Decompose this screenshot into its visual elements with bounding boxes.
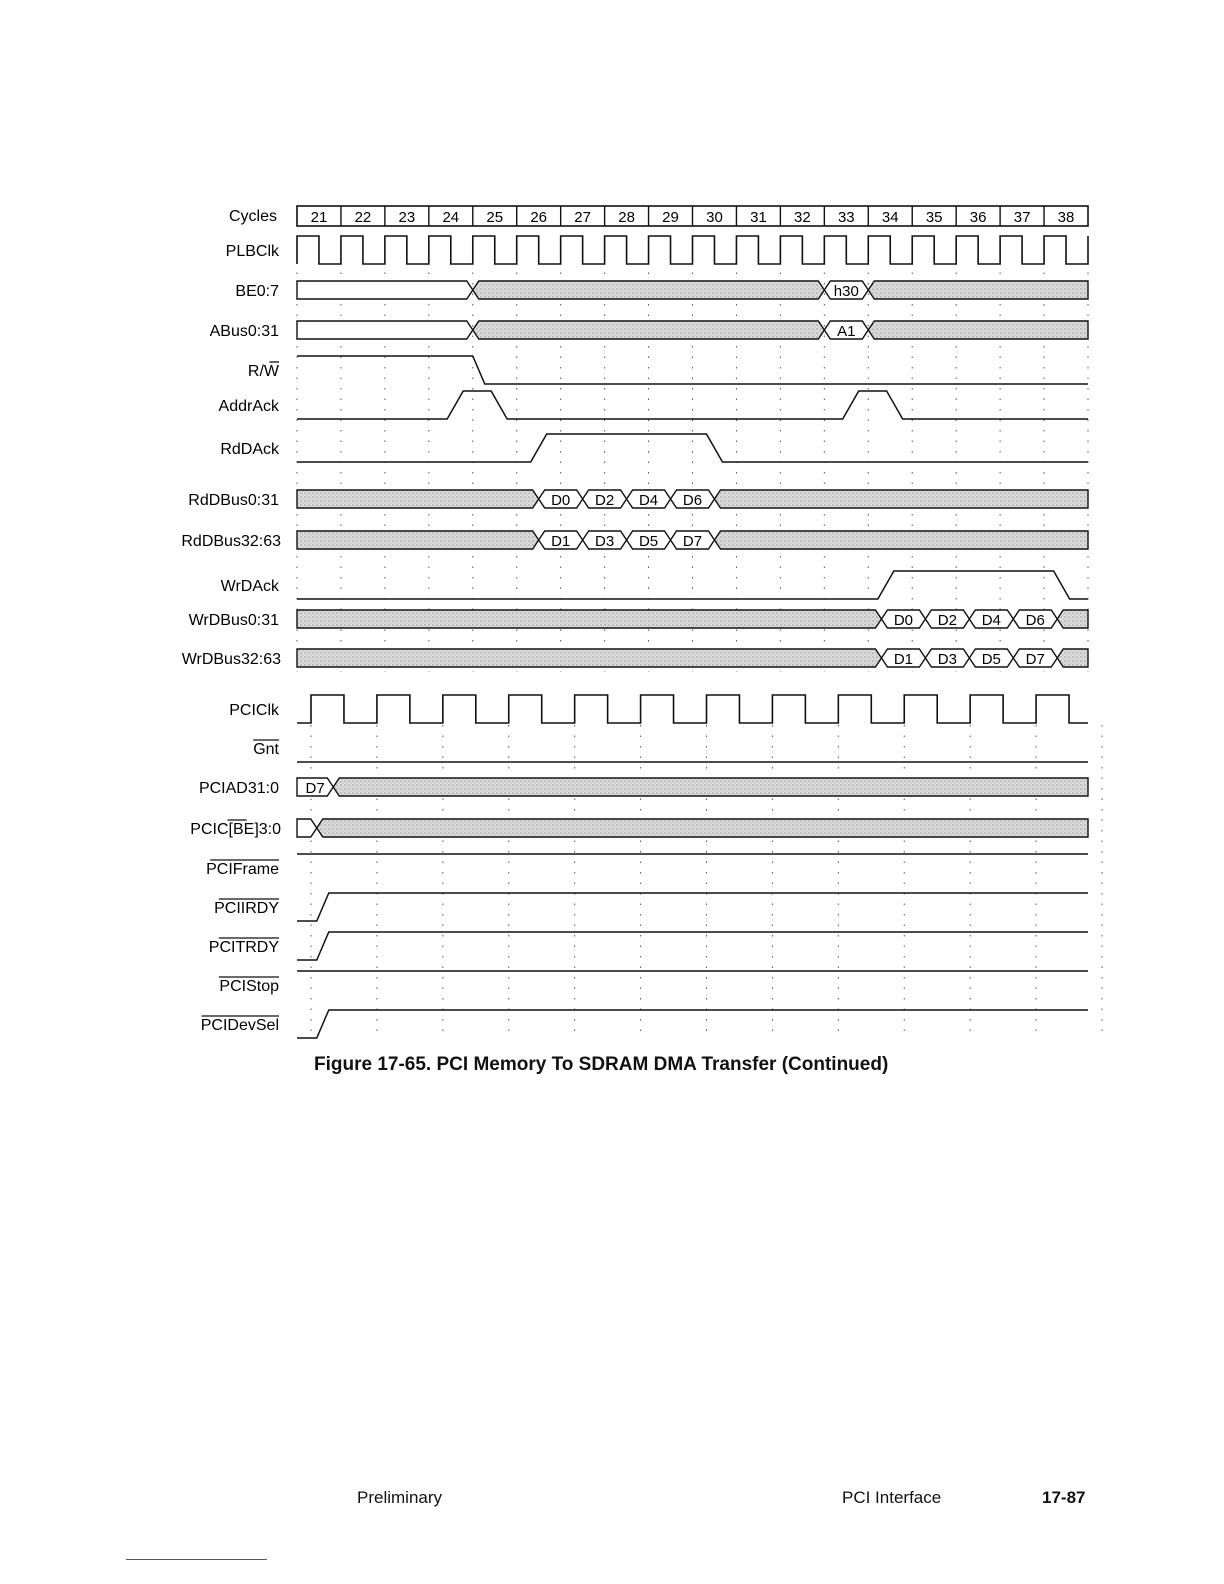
signal-rddbus32-63-value: D1: [551, 533, 571, 550]
cycle-number: 36: [969, 209, 987, 226]
signal-wrdbus0-31-segment: [1057, 610, 1088, 628]
footer-page-number: 17-87: [1042, 1488, 1086, 1507]
signal-wrdbus32-63-value: D5: [981, 651, 1001, 668]
signal-label-pcitrdy: PCITRDY: [208, 939, 279, 956]
signal-pcic-be-3-0-segment: [317, 819, 1088, 837]
signal-wrdbus32-63-value: D3: [937, 651, 957, 668]
signal-label-pcidevsel: PCIDevSel: [200, 1017, 279, 1034]
cycle-number: 33: [837, 209, 855, 226]
cycle-number: 26: [530, 209, 548, 226]
cycle-number: 32: [794, 209, 811, 226]
signal-pcic-be-3-0-segment: [297, 819, 317, 837]
signal-label-pciad31-0: PCIAD31:0: [198, 780, 279, 797]
bottom-rule: [126, 1559, 267, 1560]
signal-rddbus0-31-value: D4: [638, 492, 659, 509]
signal-wrdbus32-63-segment: [297, 649, 881, 667]
signal-wrdbus32-63-segment: [1057, 649, 1088, 667]
signal-wrdbus32-63-value: D1: [893, 651, 914, 668]
signal-wrdbus32-63-value: D7: [1025, 651, 1045, 668]
signal-wrdbus0-31-value: D0: [893, 612, 914, 629]
signal-label-plbclk: PLBClk: [225, 243, 279, 260]
signal-be0-7-value: h30: [833, 283, 859, 300]
signal-label-pciirdy: PCIIRDY: [214, 900, 279, 917]
cycle-number: 35: [925, 209, 943, 226]
signal-rddack: [297, 434, 1088, 462]
signal-label-wrdbus32-63: WrDBus32:63: [181, 651, 281, 668]
signal-pciad31-0-value: D7: [305, 780, 325, 797]
signal-wrdbus0-31-value: D4: [981, 612, 1001, 629]
signal-pciad31-0-segment: [333, 778, 1088, 796]
signal-rddbus0-31-value: D6: [682, 492, 703, 509]
signal-rddbus0-31-value: D0: [551, 492, 571, 509]
signal-label-wrdack: WrDAck: [220, 578, 279, 595]
signal-rddbus0-31-segment: [714, 490, 1088, 508]
figure-caption: Figure 17-65. PCI Memory To SDRAM DMA Transfer (Continued): [314, 1054, 889, 1075]
signal-be0-7-segment: [473, 281, 825, 299]
cycle-number: 30: [706, 209, 723, 226]
signal-label-r-w: R/W: [247, 363, 279, 380]
cycle-number: 21: [310, 209, 328, 226]
signal-wrdack: [297, 571, 1088, 599]
signal-pciirdy: [297, 893, 1088, 921]
cycle-number: 24: [442, 209, 460, 226]
cycle-number: 38: [1057, 209, 1075, 226]
signal-label-addrack: AddrAck: [218, 398, 279, 415]
signal-wrdbus0-31-segment: [297, 610, 881, 628]
signal-rddbus0-31-segment: [297, 490, 539, 508]
signal-plbclk: [297, 236, 1088, 264]
signal-pciclk: [297, 695, 1088, 723]
signal-abus0-31-segment: [297, 321, 473, 339]
signal-rddbus32-63-value: D7: [682, 533, 703, 550]
signal-label-pcistop: PCIStop: [219, 978, 279, 995]
signal-abus0-31-segment: [868, 321, 1088, 339]
cycle-number: 25: [486, 209, 504, 226]
signal-label-be0-7: BE0:7: [235, 283, 279, 300]
signal-rddbus32-63-segment: [714, 531, 1088, 549]
signal-rddbus0-31-value: D2: [595, 492, 615, 509]
footer-status: Preliminary: [357, 1488, 443, 1507]
signal-pcitrdy: [297, 932, 1088, 960]
cycle-number: 34: [881, 209, 899, 226]
signal-r-w: [297, 356, 1088, 384]
signal-label-rddack: RdDAck: [220, 441, 279, 458]
signal-wrdbus0-31-value: D2: [937, 612, 957, 629]
signal-label-pciclk: PCIClk: [229, 702, 279, 719]
cycle-number: 28: [618, 209, 635, 226]
signal-label-abus0-31: ABus0:31: [209, 323, 279, 340]
signal-rddbus32-63-segment: [297, 531, 539, 549]
cycle-number: 31: [750, 209, 767, 226]
signal-label-gnt: Gnt: [253, 741, 279, 758]
signal-wrdbus0-31-value: D6: [1025, 612, 1045, 629]
signal-abus0-31-value: A1: [837, 323, 856, 340]
signal-label-pciframe: PCIFrame: [206, 861, 279, 878]
signal-label-wrdbus0-31: WrDBus0:31: [188, 612, 279, 629]
cycle-number: 29: [662, 209, 679, 226]
signal-label-rddbus0-31: RdDBus0:31: [188, 492, 279, 509]
cycle-number: 23: [398, 209, 416, 226]
footer-section: PCI Interface: [842, 1488, 942, 1507]
signal-label-rddbus32-63: RdDBus32:63: [181, 533, 281, 550]
cycle-number: 37: [1013, 209, 1031, 226]
cycle-number: 22: [354, 209, 372, 226]
signal-label-pcic-be-3-0: PCIC[BE]3:0: [190, 821, 281, 838]
signal-be0-7-segment: [297, 281, 473, 299]
signal-rddbus32-63-value: D5: [638, 533, 659, 550]
signal-abus0-31-segment: [473, 321, 825, 339]
signal-addrack: [297, 391, 1088, 419]
cycles-label: Cycles: [228, 208, 277, 225]
cycle-number: 27: [574, 209, 591, 226]
signal-pcidevsel: [297, 1010, 1088, 1038]
signal-rddbus32-63-value: D3: [595, 533, 615, 550]
signal-be0-7-segment: [868, 281, 1088, 299]
signal-waveforms: [297, 236, 1088, 1038]
